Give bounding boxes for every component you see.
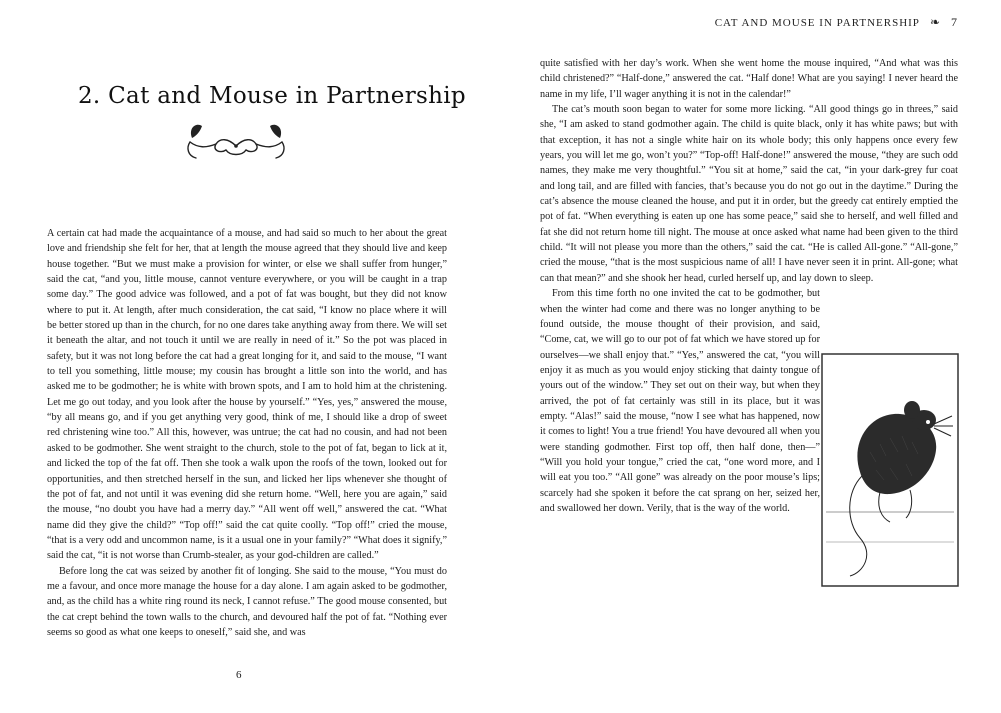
running-head-title: CAT AND MOUSE IN PARTNERSHIP [714,16,920,29]
chapter-title: 2. Cat and Mouse in Partnership [78,83,466,110]
floral-ornament-icon [180,118,292,162]
paragraph: quite satisfied with her day’s work. When she went home the mouse inquired, “And what was this child christened?” “Half-done,” answered the cat. “Half done! What are you saying! I never heard the name in my life, I’ll wager anything it is not in the calendar!” [540,58,958,100]
leaf-ornament-icon: ❧ [929,15,941,29]
left-page-text [47,226,447,640]
page-number-left: 6 [236,669,242,681]
paragraph: From this time forth no one invited the cat to be godmother, but when the winter had come and there was no longer anything to be found outside, the mouse thought of their provision, and said, “Come, cat, we will go to our pot of fat which we have stored up for ourselves—we shall enjoy that.” “Yes,” answered the cat, “you will enjoy it as much as you would enjoy sticking that dainty tongue of yours out of the window.” They set out on their way, but when they arrived, the pot of fat certainly was still in its place, but it was empty. “Alas!” said the mouse, “now I see what has happened, now it comes to light! You a true friend! You have devoured all when you were standing godmother. First top off, then half done, then—” “Will you hold your tongue,” cried the cat, “one word more, and I will eat you too.” “All gone” was already on the poor mouse’s lips; scarcely had she spoken it before the cat sprang on her, seized her, and swallowed her down. Verily, that is the way of the world. [540,288,820,514]
running-head [715,15,958,30]
page-number-right: 7 [951,15,958,29]
paragraph: The cat’s mouth soon began to water for some more licking. “All good things go in threes,” said she, “I am asked to stand godmother again. The child is quite black, only it has white paws; but with that exception, it has not a single white hair on its whole body; this only happens once every few years, you will let me go, won’t you?” “Top-off! Half-done!” answered the mouse, “they are such odd names, they make me very thoughtful.” “You sit at home,” said the cat, “in your dark-grey fur coat and long tail, and are filled with fancies, that’s because you do not go out in the daytime.” During the cat’s absence the mouse cleaned the house, and put it in order, but the greedy cat entirely emptied the pot of fat. “When everything is eaten up one has some peace,” said she to herself, and well filled and fat she did not return home till night. The mouse at once asked what name had been given to the third child. “It will not please you more than the others,” said the cat. “He is called All-gone.” “All-gone,” cried the mouse, “that is the most suspicious name of all! I have never seen it in print. All-gone; what can that mean?” and she shook her head, curled herself up, and lay down to sleep. [540,104,958,284]
left-page [0,0,500,713]
mouse-illustration [820,352,960,588]
paragraph: Before long the cat was seized by another fit of longing. She said to the mouse, “You must do me a favour, and once more manage the house for a day alone. I am again asked to be godmother, and, as the child has a white ring round its neck, I cannot refuse.” The good mouse consented, but the cat crept behind the town walls to the church, and devoured half the pot of fat. “Nothing ever seems so good as what one keeps to oneself,” said she, and was [47,565,447,638]
paragraph: A certain cat had made the acquaintance of a mouse, and had said so much to her about the great love and friendship she felt for her, that at length the mouse agreed that they should live and keep house together. “But we must make a provision for winter, or else we shall suffer from hunger,” said the cat, “and you, little mouse, cannot venture everywhere, or you will be caught in a trap some day.” The good advice was followed, and a pot of fat was bought, but they did not know where to put it. At length, after much consideration, the cat said, “I know no place where it will be better stored up than in the church, for no one dares take anything away from there. We will set it beneath the altar, and not touch it until we are really in need of it.” So the pot was placed in safety, but it was not long before the cat had a great longing for it, and said to the mouse, “I want to tell you something, little mouse; my cousin has brought a little son into the world, and has asked me to be godmother; he is white with brown spots, and I am to hold him at the christening. Let me go out today, and you look after the house by yourself.” “Yes, yes,” answered the mouse, “by all means go, and if you get anything very good, think of me, I should like a drop of sweet red christening wine too.” All this, however, was untrue; the cat had no cousin, and had not been asked to be godmother. She went straight to the church, stole to the pot of fat, began to lick at it, and licked the top of the fat off. Then she took a walk upon the roofs of the town, looked out for opportunities, and then stretched herself in the sun, and licked her lips whenever she thought of the pot of fat, and not until it was evening did she return home. “Well, here you are again,” said the mouse, “no doubt you have had a merry day.” “All went off well,” answered the cat. “What name did they give the child?” “Top off!” said the cat quite coolly. “Top off!” cried the mouse, “that is a very odd and uncommon name, is it a usual one in your family?” “What does it signify,” said the cat, “it is not worse than Crumb-stealer, as your god-children are called.” [47,228,447,562]
